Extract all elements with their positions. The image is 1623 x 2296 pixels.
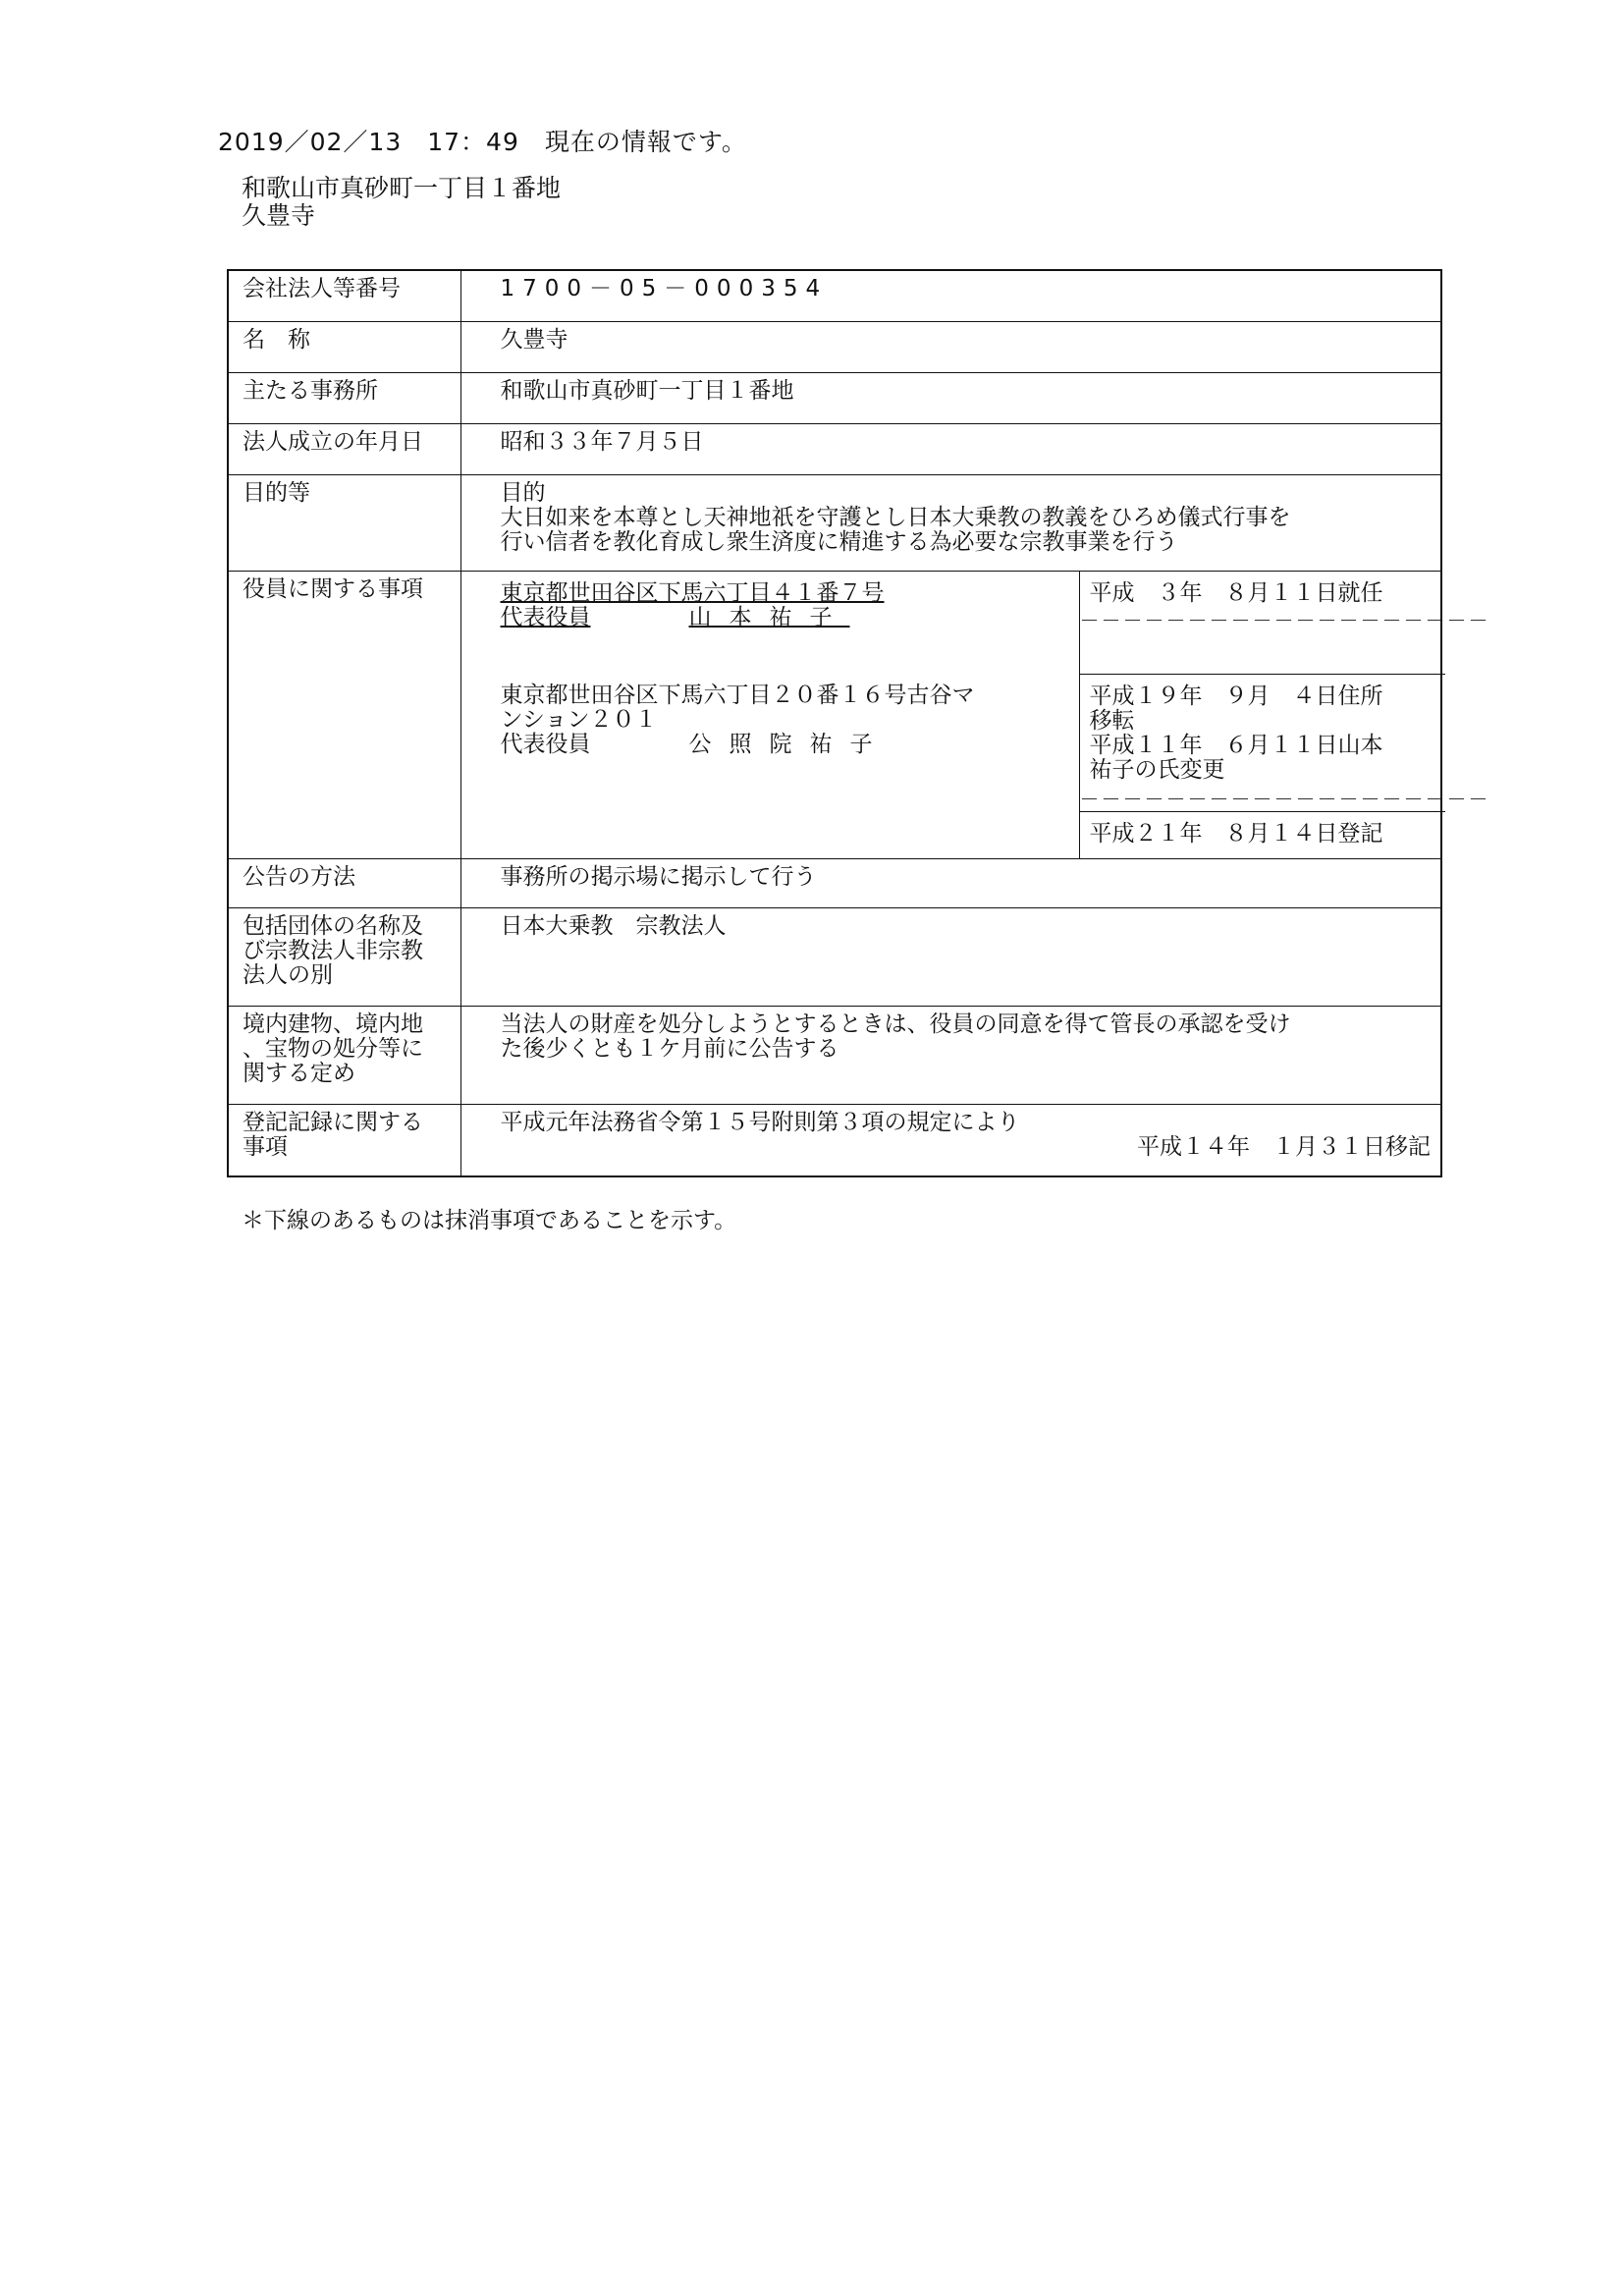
label-property-line-2: 、宝物の処分等に [243,1035,423,1062]
value-notice: 事務所の掲示場に掲示して行う [460,858,1441,907]
header-entity-name: 久豊寺 [242,201,316,230]
officer-2-address-line-1: 東京都世田谷区下馬六丁目２０番１６号古谷マ [500,682,975,708]
label-office: 主たる事務所 [228,372,460,423]
officer-2-date: 平成２１年 ８月１４日登記 [1089,820,1383,847]
value-officers [460,571,1490,858]
officer-1-address: 東京都世田谷区下馬六丁目４１番７号 [500,579,885,606]
value-property [460,1006,1441,1104]
officer-1-role: 代表役員 [500,604,591,630]
label-property [228,1006,460,1104]
row-notice [228,858,1441,907]
row-officers [228,571,1441,858]
label-established: 法人成立の年月日 [228,423,460,474]
label-umbrella-line-1: 包括団体の名称及 [243,912,423,939]
officer-2-name: 公照院祐子 [688,731,891,757]
label-record [228,1104,460,1176]
label-umbrella [228,907,460,1006]
value-established: 昭和３３年７月５日 [460,423,1441,474]
property-line-1: 当法人の財産を処分しようとするときは、役員の同意を得て管長の承認を受け [500,1011,1291,1037]
label-corp-number: 会社法人等番号 [228,270,460,321]
label-property-line-3: 関する定め [243,1060,355,1086]
registration-table [227,269,1490,1177]
strike-dashes-2: －－－－－－－－－－－－－－－－－－－ [1079,787,1490,811]
value-office: 和歌山市真砂町一丁目１番地 [460,372,1441,423]
label-property-line-1: 境内建物、境内地 [243,1011,423,1037]
officer-2-note-1-line-2: 移転 [1089,707,1135,734]
record-date: 平成１４年 １月３１日移記 [1137,1133,1431,1160]
label-notice: 公告の方法 [228,858,460,907]
officer-2-address-line-2: ンション２０１ [500,706,658,733]
officer-1-date: 平成 ３年 ８月１１日就任 [1089,579,1383,606]
timestamp-line: 2019／02／13 17：49 現在の情報です。 [218,128,747,156]
officer-1-name: 山本祐子 [688,604,850,630]
label-name: 名 称 [228,321,460,372]
label-record-line-1: 登記記録に関する [243,1109,423,1135]
strike-dashes-1: －－－－－－－－－－－－－－－－－－－ [1079,608,1490,632]
label-purpose: 目的等 [228,474,460,571]
value-corp-number: 1700－05－000354 [460,270,1441,321]
row-property [228,1006,1441,1104]
header-address: 和歌山市真砂町一丁目１番地 [242,174,562,202]
purpose-line-1: 大日如来を本尊とし天神地祇を守護とし日本大乗教の教義をひろめ儀式行事を [500,504,1291,530]
footnote: ＊下線のあるものは抹消事項であることを示す。 [242,1208,737,1233]
officer-2-role-line [501,733,1070,757]
label-umbrella-line-2: び宗教法人非宗教 [243,937,423,963]
officer-entry-1 [501,581,1051,630]
officer-2-note-2-line-1: 平成１１年 ６月１１日山本 [1089,732,1383,758]
row-corp-number [228,270,1441,321]
officer-2-note-1-line-1: 平成１９年 ９月 ４日住所 [1089,683,1383,709]
officer-2-note-2-line-2: 祐子の氏変更 [1089,756,1225,783]
officer-dates-column [1079,572,1490,858]
label-umbrella-line-3: 法人の別 [243,961,333,988]
value-purpose [460,474,1441,571]
officer-date-divider [1080,674,1445,675]
purpose-line-2: 行い信者を教化育成し衆生済度に精進する為必要な宗教事業を行う [500,528,1178,555]
row-office [228,372,1441,423]
row-established [228,423,1441,474]
property-line-2: た後少くとも１ケ月前に公告する [500,1035,839,1062]
officer-entry-2 [501,683,1070,757]
row-umbrella [228,907,1441,1006]
row-name [228,321,1441,372]
row-record [228,1104,1441,1176]
value-record [460,1104,1441,1176]
header-address-block [242,175,561,230]
officer-1-role-line [501,606,1051,630]
officer-2-role: 代表役員 [500,731,591,757]
value-name: 久豊寺 [460,321,1441,372]
record-text: 平成元年法務省令第１５号附則第３項の規定により [500,1109,1020,1135]
label-officers: 役員に関する事項 [228,571,460,858]
row-purpose [228,474,1441,571]
value-umbrella: 日本大乗教 宗教法人 [460,907,1441,1006]
officer-date-divider-2 [1080,811,1445,812]
purpose-heading: 目的 [500,479,546,506]
label-record-line-2: 事項 [243,1133,288,1160]
officer-2-note-1 [1080,684,1445,783]
